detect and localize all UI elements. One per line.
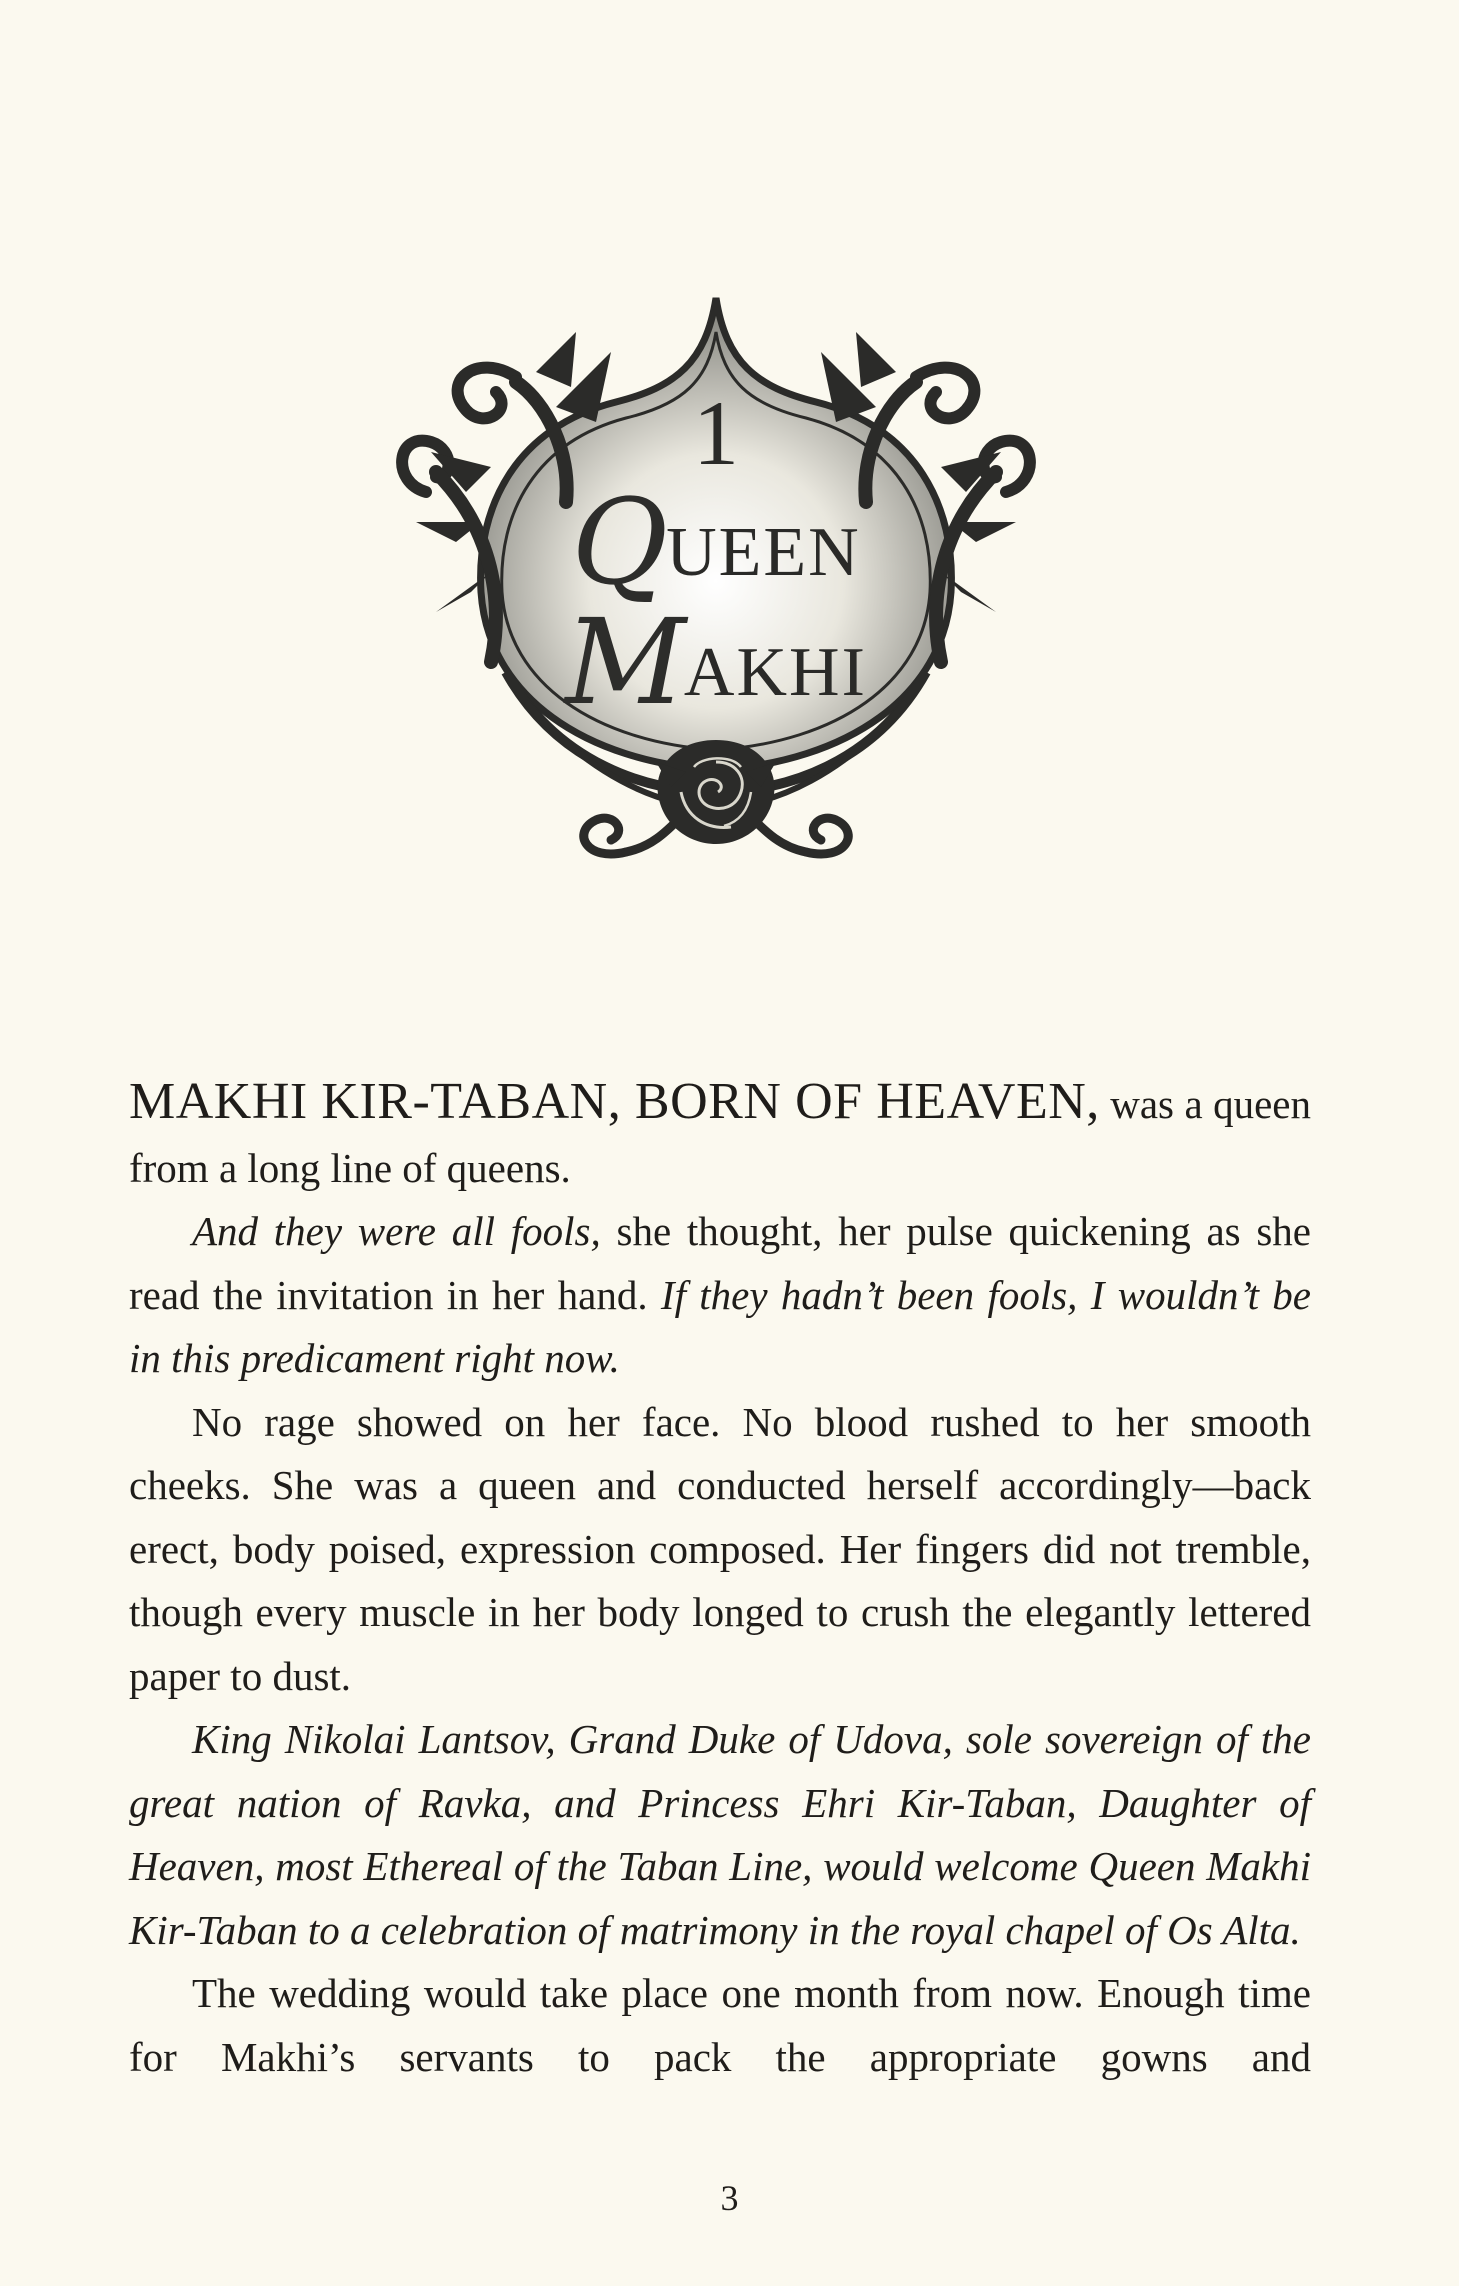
paragraph-2-italic-b: If they hadn’t been fools, I wouldn’t be in this predicament right now. xyxy=(129,1271,1311,1381)
opening-caps: MAKHI KIR-TABAN, BORN OF HEAVEN, xyxy=(129,1073,1100,1130)
paragraph-1 xyxy=(129,1070,1311,1200)
title-rest-1: UEEN xyxy=(666,514,861,591)
chapter-title-line-1 xyxy=(396,473,1036,611)
paragraph-2 xyxy=(129,1200,1311,1391)
chapter-body xyxy=(129,1070,1311,2089)
chapter-title-line-2 xyxy=(396,593,1036,731)
rose-icon xyxy=(646,732,786,852)
title-rest-2: AKHI xyxy=(683,634,867,711)
title-initial-m: M xyxy=(565,593,688,731)
paragraph-1-rest: was a queen from a long line of queens. xyxy=(129,1081,1311,1191)
paragraph-3: No rage showed on her face. No blood rushed to her smooth cheeks. She was a queen and conducted herself accordingly—back erect, body poised, expression composed. Her fingers did not tremble, though every muscle in her body longed to crush the elegantly lettered paper to dust. xyxy=(129,1398,1311,1699)
title-initial-q: Q xyxy=(571,473,671,611)
paragraph-2-italic-a: And they were all fools, xyxy=(192,1208,601,1254)
paragraph-4-invitation: King Nikolai Lantsov, Grand Duke of Udova, sole sovereign of the great nation of Ravka, and Princess Ehri Kir-Taban, Daughter of Heaven, most Ethereal of the Taban Line, would welcome Queen Makhi Kir-Taban to a celebration of matrimony in the royal chapel of Os Alta. xyxy=(129,1716,1311,1953)
paragraph-5: The wedding would take place one month from now. Enough time for Makhi’s servants to pack the appropriate gowns and xyxy=(129,1970,1311,2080)
chapter-number: 1 xyxy=(693,382,739,484)
page-number: 3 xyxy=(720,2178,739,2218)
chapter-emblem xyxy=(396,292,1036,902)
paragraph-2-plain: she thought, her pulse quickening as she read the invitation in her hand. xyxy=(129,1208,1311,1318)
